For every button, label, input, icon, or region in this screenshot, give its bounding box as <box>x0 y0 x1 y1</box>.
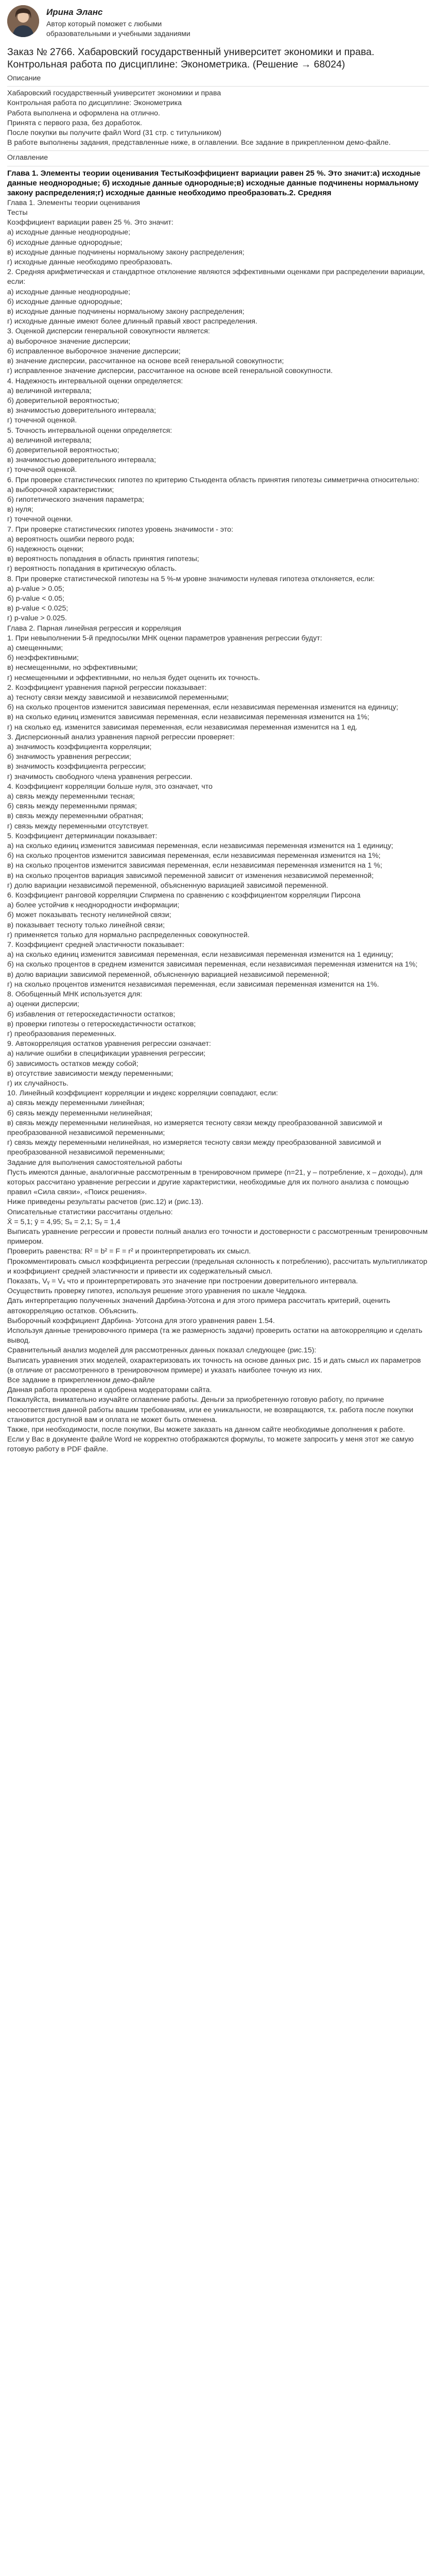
section-heading: Глава 1. Элементы теории оценивания ТестыКоэффициент вариации равен 25 %. Это значит:а) исходные данные неоднородные; б) исходные данные однородные;в) исходные данные подчинены нормальному закону распределения;г) исходные данные необходимо преобразовать.2. Средняя <box>7 168 421 198</box>
document-line: а) оценки дисперсии; <box>7 1000 79 1009</box>
document-line: б) может показывать тесноту нелинейной связи; <box>7 911 171 920</box>
document-line: в) показывает тесноту только линейной связи; <box>7 921 165 929</box>
document-line: Тесты <box>7 209 28 217</box>
document-line: г) значимость свободного члена уравнения регрессии. <box>7 772 193 781</box>
document-line: б) доверительной вероятностью; <box>7 446 119 454</box>
document-line: Контрольная работа по дисциплине: Эконометрика <box>7 99 182 108</box>
document-line: 2. Средняя арифметическая и стандартное отклонение являются эффективными оценками при распределении вариации, если: <box>7 268 425 286</box>
document-line: в) на сколько процентов вариация зависимой переменной зависит от изменения независимой переменной; <box>7 871 374 880</box>
document-line: г) точечной оценки. <box>7 515 73 524</box>
document-line: б) связь между переменными нелинейная; <box>7 1109 153 1117</box>
document-line: г) их случайность. <box>7 1079 69 1088</box>
document-line: Прокомментировать смысл коэффициента регрессии (предельная склонность к потреблению), рассчитать мультипликатор и коэффициент средней эластичности и привести их содержательный смысл. <box>7 1257 427 1276</box>
document-line: а) исходные данные неоднородные; <box>7 287 131 296</box>
document-line: Выписать уравнения этих моделей, охарактеризовать их точность на основе данных рис. 15 и дать смысл их параметров (в отличие от рассмотренного в тренировочном примере) и указать наиболее точную из них. <box>7 1356 421 1375</box>
document-line: в) связь между переменными обратная; <box>7 812 144 821</box>
document-line: Сравнительный анализ моделей для рассмотренных данных показал следующее (рис.15): <box>7 1346 317 1355</box>
document-line: После покупки вы получите файл Word (31 стр. с титульником) <box>7 129 222 138</box>
author-avatar[interactable] <box>7 5 39 37</box>
document-line: Проверить равенства: R² = b² = F = r² и проинтерпретировать их смысл. <box>7 1247 251 1256</box>
document-line: в) несмещенными, но эффективными; <box>7 664 138 672</box>
document-line: а) связь между переменными тесная; <box>7 792 135 801</box>
document-line: а) исходные данные неоднородные; <box>7 228 131 237</box>
document-line: Данная работа проверена и одобрена модераторами сайта. <box>7 1386 212 1395</box>
document-line: а) тесноту связи между зависимой и независимой переменными; <box>7 693 229 702</box>
document-line: Выписать уравнение регрессии и провести полный анализ его точности и достоверности с рассмотренным тренировочным примером. <box>7 1227 428 1246</box>
document-line: в) связь между переменными нелинейная, но измеряется тесноту связи между преобразованной зависимой и преобразованной независимой переменными; <box>7 1118 382 1137</box>
document-line: в) проверки гипотезы о гетероскедастичности остатков; <box>7 1020 196 1028</box>
document-line: г) связь между переменными нелинейная, но измеряется тесноту связи между преобразованной зависимой и преобразованной независимой переменными; <box>7 1139 381 1157</box>
document-line: в) значимостью доверительного интервала; <box>7 406 156 415</box>
document-line: Показать, Vᵧ = Vₓ что и проинтерпретировать это значение при построении доверительного интервала. <box>7 1277 358 1285</box>
document-line: Глава 1. Элементы теории оценивания <box>7 198 141 207</box>
document-line: Все задание в прикрепленном демо-файле <box>7 1376 155 1385</box>
document-line: а) величиной интервала; <box>7 386 92 395</box>
document-line: в) нуля; <box>7 505 33 514</box>
document-line: б) p-value < 0.05; <box>7 594 65 603</box>
document-line: а) на сколько единиц изменится зависимая переменная, если независимая переменная изменится на 1 единицу; <box>7 951 393 959</box>
document-line: б) связь между переменными прямая; <box>7 802 137 811</box>
document-line: а) p-value > 0.05; <box>7 584 64 593</box>
document-line: г) исходные данные имеют более длинный правый хвост распределения. <box>7 317 257 326</box>
document-line: г) p-value > 0.025. <box>7 614 67 623</box>
document-line: г) на сколько ед. изменится зависимая переменная, если независимая переменная изменится на 1 ед. <box>7 723 358 732</box>
document-line: б) на сколько процентов изменится зависимая переменная, если независимая переменная изменится на 1%; <box>7 852 381 860</box>
document-line: б) избавления от гетероскедастичности остатков; <box>7 1010 176 1019</box>
document-lines <box>7 74 429 1455</box>
document-line: Выборочный коэффициент Дарбина- Уотсона для этого уравнения равен 1.54. <box>7 1316 275 1325</box>
document-line: б) надежность оценки; <box>7 545 84 553</box>
document-line: 2. Коэффициент уравнения парной регрессии показывает: <box>7 683 207 692</box>
document-line: а) смещенными; <box>7 643 63 652</box>
document-line: Описание <box>7 74 41 82</box>
document-line: Глава 2. Парная линейная регрессия и корреляция <box>7 624 182 633</box>
document-line: 8. Обобщенный МНК используется для: <box>7 990 143 999</box>
document-line: в) исходные данные подчинены нормальному закону распределения; <box>7 308 245 316</box>
document-line: Принята с первого раза, без доработок. <box>7 118 143 127</box>
document-line: 8. При проверке статистической гипотезы на 5 %-м уровне значимости нулевая гипотеза отклоняется, если: <box>7 574 375 583</box>
document-line: г) несмещенными и эффективными, но нельзя будет оценить их точность. <box>7 673 260 682</box>
document-line: Осуществить проверку гипотез, используя решение этого уравнения по шкале Чеддока. <box>7 1287 307 1296</box>
document-line: б) гипотетического значения параметра; <box>7 495 144 504</box>
document-line: 5. Коэффициент детерминации показывает: <box>7 832 158 840</box>
document-line: а) на сколько единиц изменится зависимая переменная, если независимая переменная изменится на 1 единицу; <box>7 842 393 851</box>
document-line: Ниже приведены результаты расчетов (рис.12) и (рис.13). <box>7 1198 203 1207</box>
document-line: Пусть имеются данные, аналогичные рассмотренным в тренировочном примере (n=21, y – потребление, x – доходы), для которых рассчитано уравнение регрессии и другие характеристики, необходимые для их полного анализа с помощью правил «Сила связи», «Поиск решения». <box>7 1168 423 1197</box>
document-line: а) более устойчив к неоднородности информации; <box>7 901 180 910</box>
document-line: а) величиной интервала; <box>7 436 92 445</box>
document-line: 9. Автокорреляция остатков уравнения регрессии означает: <box>7 1040 211 1048</box>
document-line: Описательные статистики рассчитаны отдельно: <box>7 1208 173 1216</box>
document-line: Также, при необходимости, после покупки, Вы можете заказать на данном сайте необходимые дополнения к работе. <box>7 1426 405 1434</box>
document-line: 5. Точность интервальной оценки определяется: <box>7 426 172 435</box>
document-line: б) на сколько процентов изменится зависимая переменная, если независимая переменная изменится на единицу; <box>7 703 398 712</box>
person-icon <box>7 5 39 37</box>
document-line: в) вероятность попадания в область принятия гипотезы; <box>7 555 199 564</box>
document-line: Задание для выполнения самостоятельной работы <box>7 1158 182 1167</box>
document-line: в) p-value < 0.025; <box>7 604 68 613</box>
document-line: г) точечной оценкой. <box>7 466 77 474</box>
document-line: в) исходные данные подчинены нормальному закону распределения; <box>7 248 245 257</box>
document-line: б) доверительной вероятностью; <box>7 396 119 405</box>
document-line: 3. Дисперсионный анализ уравнения парной регрессии проверяет: <box>7 733 235 741</box>
document-line: г) исправленное значение дисперсии, рассчитанное на основе всей генеральной совокупности. <box>7 367 333 376</box>
author-description: Автор который поможет с любыми образовательными и учебными заданиями <box>46 20 190 38</box>
document-line: г) точечной оценкой. <box>7 416 77 425</box>
document-line: в) долю вариации зависимой переменной, объясненную вариацией независимой переменной; <box>7 970 329 979</box>
document-line: 3. Оценкой дисперсии генеральной совокупности является: <box>7 327 210 336</box>
document-line: Используя данные тренировочного примера (та же размерность задачи) проверить остатки на автокорреляцию и сделать вывод. <box>7 1327 423 1345</box>
document-line: б) исходные данные однородные; <box>7 297 123 306</box>
document-line: Если у Вас в документе файле Word не корректно отображаются формулы, то можете запросить у меня этот же самую готовую работу в PDF файле. <box>7 1435 414 1454</box>
document-line: в) отсутствие зависимости между переменными; <box>7 1069 173 1078</box>
divider <box>7 150 429 151</box>
document-line: а) связь между переменными линейная; <box>7 1099 145 1108</box>
document-line: Коэффициент вариации равен 25 %. Это значит: <box>7 218 173 227</box>
document-line: 7. Коэффициент средней эластичности показывает: <box>7 941 184 950</box>
document-line: г) вероятность попадания в критическую область. <box>7 565 177 573</box>
author-header <box>0 0 436 46</box>
document-line: В работе выполнены задания, представленные ниже, в оглавлении. Все задание в прикрепленном демо-файле. <box>7 139 391 147</box>
document-line: 10. Линейный коэффициент корреляции и индекс корреляции совпадают, если: <box>7 1089 278 1098</box>
document-line: а) вероятность ошибки первого рода; <box>7 535 134 544</box>
document-line: в) на сколько процентов изменится зависимая переменная, если независимая переменная изменится на 1 %; <box>7 861 382 870</box>
document-line: г) долю вариации независимой переменной, объясненную вариацией зависимой переменной. <box>7 881 328 890</box>
document-line: а) выборочное значение дисперсии; <box>7 337 131 346</box>
document-line: Пожалуйста, внимательно изучайте оглавление работы. Деньги за приобретенную готовую работу, по причине несоответствия данной работы вашим требованиям, или ее уникальности, не возвращаются, т.к. работа после покупки становится доступной вам и оплата не может быть отменена. <box>7 1396 413 1424</box>
document-line: б) исходные данные однородные; <box>7 238 123 247</box>
divider <box>7 86 429 87</box>
author-name[interactable]: Ирина Эланс <box>46 7 103 17</box>
document-line: а) наличие ошибки в спецификации уравнения регрессии; <box>7 1049 206 1058</box>
document-line: б) значимость уравнения регрессии; <box>7 753 131 761</box>
document-line: б) исправленное выборочное значение дисперсии; <box>7 347 181 355</box>
document-line: в) значимостью доверительного интервала; <box>7 456 156 465</box>
document-line: X̄ = 5,1; ȳ = 4,95; Sₓ = 2,1; Sᵧ = 1,4 <box>7 1217 120 1226</box>
document-line: Работа выполнена и оформлена на отлично. <box>7 109 160 117</box>
document-line: в) значимость коэффициента регрессии; <box>7 762 146 771</box>
document-line: 7. При проверке статистических гипотез уровень значимости - это: <box>7 525 234 534</box>
document-line: а) выборочной характеристики; <box>7 485 114 494</box>
document-line: б) неэффективными; <box>7 654 79 663</box>
document-line: Хабаровский государственный университет экономики и права <box>7 89 221 98</box>
document-line: Оглавление <box>7 154 48 162</box>
document-line: 6. При проверке статистических гипотез по критерию Стьюдента область принятия гипотезы симметрична относительно: <box>7 476 420 484</box>
document-line: г) применяется только для нормально распределенных совокупностей. <box>7 930 250 939</box>
document-line: 4. Коэффициент корреляции больше нуля, это означает, что <box>7 782 213 791</box>
document-line: б) зависимость остатков между собой; <box>7 1059 138 1068</box>
document-line: 6. Коэффициент ранговой корреляции Спирмена по сравнению с коэффициентом корреляции Пирсона <box>7 891 361 900</box>
document-body <box>0 46 436 1455</box>
document-line: г) преобразования переменных. <box>7 1029 116 1038</box>
document-line: г) связь между переменными отсутствует. <box>7 822 149 831</box>
document-line: 1. При невыполнении 5-й предпосылки МНК оценки параметров уравнения регрессии будут: <box>7 634 322 642</box>
document-line: в) значение дисперсии, рассчитанное на основе всей генеральной совокупности; <box>7 357 284 366</box>
document-line: в) на сколько единиц изменится зависимая переменная, если независимая переменная изменится на 1%; <box>7 713 370 722</box>
document-line: Дать интерпретацию полученных значений Дарбина-Уотсона и для этого примера рассчитать критерий, оценить автокорреляцию остатков. Объяснить. <box>7 1297 390 1315</box>
document-line: 4. Надежность интервальной оценки определяется: <box>7 377 183 385</box>
document-line: б) на сколько процентов в среднем изменится зависимая переменная, если независимая переменная изменится на 1%; <box>7 960 418 969</box>
document-line: г) на сколько процентов изменится независимая переменная, если зависимая переменная изменится на 1%. <box>7 980 379 989</box>
document-line: г) исходные данные необходимо преобразовать. <box>7 258 173 267</box>
page-title: Заказ № 2766. Хабаровский государственный университет экономики и права. Контрольная работа по дисциплине: Эконометрика. (Решение → 68024) <box>7 46 375 70</box>
document-line: а) значимость коэффициента корреляции; <box>7 743 152 752</box>
